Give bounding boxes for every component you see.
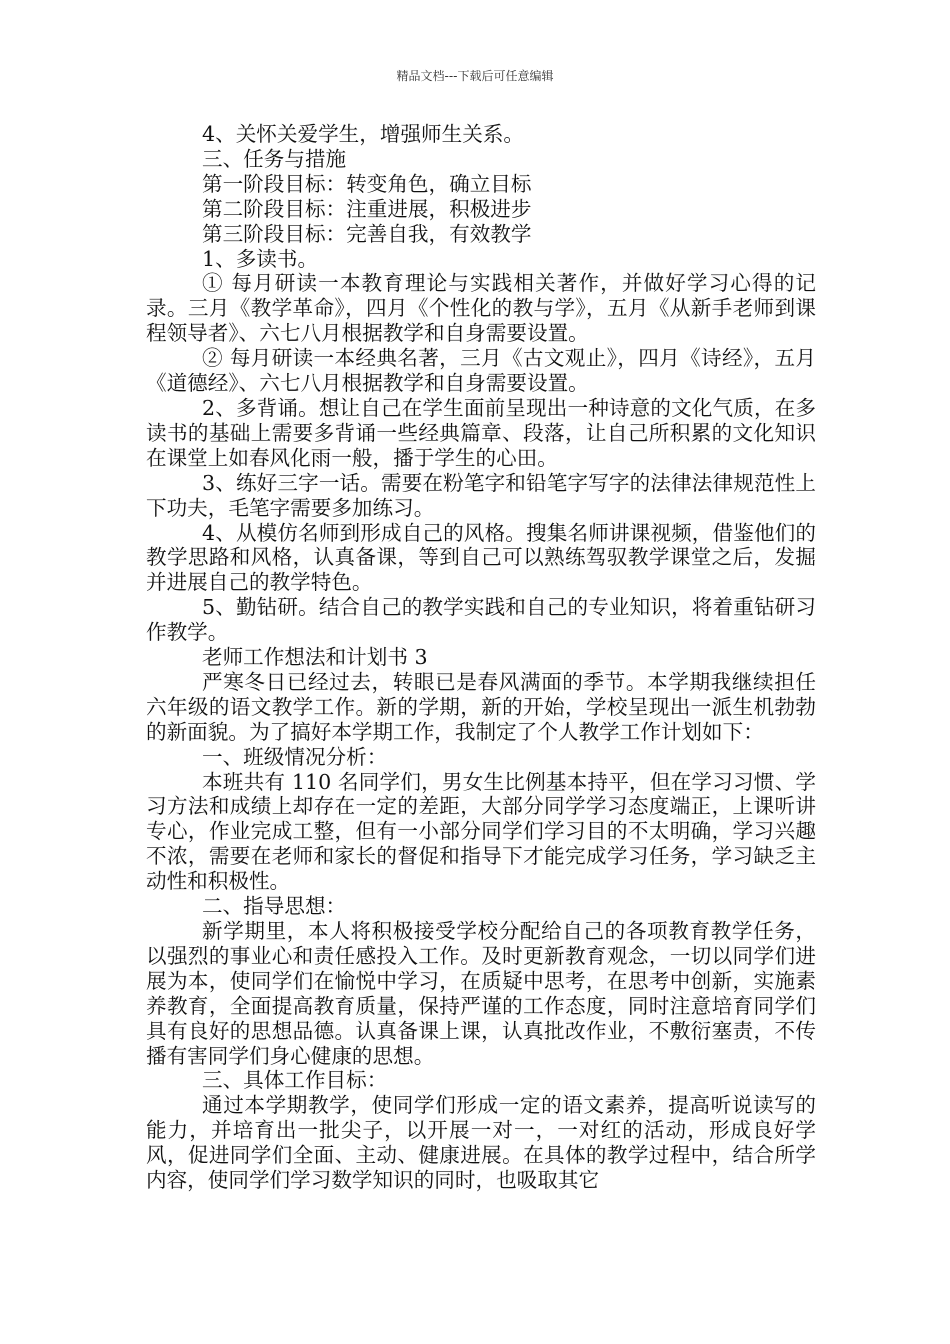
paragraph-recite: 2、多背诵。想让自己在学生面前呈现出一种诗意的文化气质，在多读书的基础上需要多背诵一些经典篇章、段落，让自己所积累的文化知识在课堂上如春风化雨一般，播于学生的心田。 <box>146 395 816 470</box>
section-title-plan-3: 老师工作想法和计划书 3 <box>202 645 428 670</box>
paragraph-intro: 严寒冬日已经过去，转眼已是春风满面的季节。本学期我继续担任六年级的语文教学工作。新的学期，新的开始，学校呈现出一派生机勃勃的新面貌。为了搞好本学期工作，我制定了个人教学工作计划如下： <box>146 669 816 744</box>
paragraph-monthly-theory: ① 每月研读一本教育理论与实践相关著作，并做好学习心得的记录。三月《教学革命》，四月《个性化的教与学》，五月《从新手老师到课程领导者》、六七八月根据教学和自身需要设置。 <box>146 271 816 346</box>
paragraph-stage-1: 第一阶段目标：转变角色，确立目标 <box>202 171 532 196</box>
heading-guiding-ideology: 二、指导思想： <box>202 894 347 919</box>
heading-tasks-measures: 三、任务与措施 <box>202 146 347 171</box>
paragraph-class-analysis: 本班共有 110 名同学们，男女生比例基本持平，但在学习习惯、学习方法和成绩上却存在一定的差距，大部分同学学习态度端正，上课听讲专心，作业完成工整，但有一小部分同学们学习目的不太明确，学习兴趣不浓，需要在老师和家长的督促和指导下才能完成学习任务，学习缺乏主动性和积极性。 <box>146 769 816 894</box>
paragraph-work-goals: 通过本学期教学，使同学们形成一定的语文素养，提高听说读写的能力，并培育出一批尖子，以开展一对一，一对红的活动，形成良好学风，促进同学们全面、主动、健康进展。在具体的教学过程中，结合所学内容，使同学们学习数学知识的同时，也吸取其它 <box>146 1093 816 1193</box>
paragraph-read-more: 1、多读书。 <box>202 246 319 271</box>
heading-class-analysis: 一、班级情况分析： <box>202 744 388 769</box>
document-body <box>146 122 816 1193</box>
page-header-note: 精品文档---下载后可任意编辑 <box>396 69 554 83</box>
paragraph-guiding-ideology: 新学期里，本人将积极接受学校分配给自己的各项教育教学任务，以强烈的事业心和责任感投入工作。及时更新教育观念，一切以同学们进展为本，使同学们在愉悦中学习，在质疑中思考，在思考中创新，实施素养教育，全面提高教育质量，保持严谨的工作态度，同时注意培育同学们具有良好的思想品德。认真备课上课，认真批改作业，不敷衍塞责，不传播有害同学们身心健康的思想。 <box>146 919 816 1068</box>
paragraph-care-students: 4、关怀关爱学生，增强师生关系。 <box>202 122 525 146</box>
paragraph-study-hard: 5、勤钻研。结合自己的教学实践和自己的专业知识，将着重钻研习作教学。 <box>146 595 816 645</box>
paragraph-handwriting: 3、练好三字一话。需要在粉笔字和铅笔字写字的法律法律规范性上下功夫，毛笔字需要多加练习。 <box>146 470 816 520</box>
paragraph-monthly-classics: ② 每月研读一本经典名著，三月《古文观止》，四月《诗经》，五月《道德经》、六七八月根据教学和自身需要设置。 <box>146 346 816 396</box>
paragraph-imitate-masters: 4、从模仿名师到形成自己的风格。搜集名师讲课视频，借鉴他们的教学思路和风格，认真备课，等到自己可以熟练驾驭教学课堂之后，发掘并进展自己的教学特色。 <box>146 520 816 595</box>
paragraph-stage-2: 第二阶段目标：注重进展，积极进步 <box>202 196 532 221</box>
paragraph-stage-3: 第三阶段目标：完善自我，有效教学 <box>202 221 532 246</box>
heading-work-goals: 三、具体工作目标： <box>202 1068 388 1093</box>
